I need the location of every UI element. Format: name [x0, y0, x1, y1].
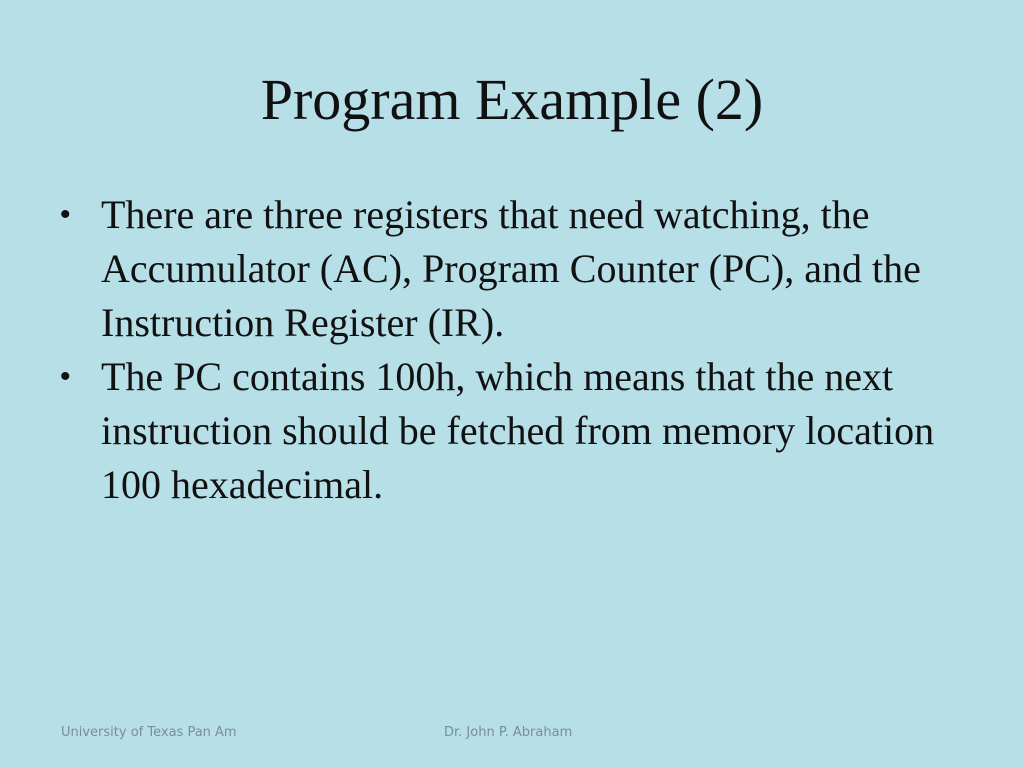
slide-title: Program Example (2)	[260, 67, 764, 132]
bullet-list	[56, 188, 976, 512]
footer-author: Dr. John P. Abraham	[444, 725, 573, 740]
bullet-item	[56, 188, 976, 350]
bullet-item	[56, 350, 976, 512]
bullet-text: The PC contains 100h, which means that the next instruction should be fetched from memory location 100 hexadecimal.	[101, 354, 935, 507]
bullet-marker-icon: •	[60, 360, 71, 393]
bullet-marker-icon: •	[60, 198, 71, 231]
bullet-text: There are three registers that need watching, the Accumulator (AC), Program Counter (PC), and the Instruction Register (IR).	[101, 192, 921, 345]
footer-institution: University of Texas Pan Am	[61, 725, 237, 740]
